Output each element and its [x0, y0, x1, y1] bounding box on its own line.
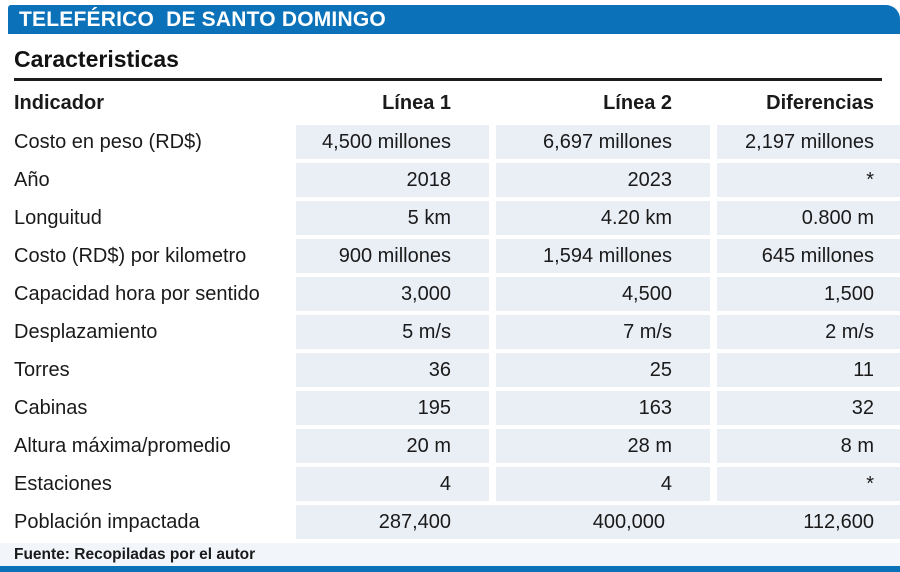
table-row: [14, 429, 900, 463]
cell-diferencias: *: [717, 467, 900, 501]
cell-linea2: 6,697 millones: [496, 125, 710, 159]
row-values: [296, 125, 900, 159]
table-row: [14, 467, 900, 501]
cell-linea2: 25: [496, 353, 710, 387]
column-header-diferencias: Diferencias: [766, 91, 874, 114]
column-header-linea2: Línea 2: [603, 91, 672, 114]
row-values: [296, 163, 900, 197]
cell-diferencias: 2 m/s: [717, 315, 900, 349]
column-header-indicador: Indicador: [14, 91, 105, 114]
table-row: [14, 277, 900, 311]
cell-linea2: 7 m/s: [496, 315, 710, 349]
row-values: [296, 239, 900, 273]
row-label: Costo en peso (RD$): [14, 130, 202, 153]
row-label: Estaciones: [14, 472, 112, 495]
table-row: [14, 163, 900, 197]
cell-diferencias: 2,197 millones: [717, 125, 900, 159]
section-heading: Caracteristicas: [14, 46, 882, 81]
cell-linea1: 900 millones: [296, 239, 489, 273]
title-bar: [8, 5, 900, 34]
cell-diferencias: 32: [717, 391, 900, 425]
row-values: [296, 505, 900, 539]
cell-linea1: 3,000: [296, 277, 489, 311]
cell-linea1: 36: [296, 353, 489, 387]
cell-linea1: 287,400: [296, 505, 489, 539]
table-row: [14, 391, 900, 425]
row-values: [296, 201, 900, 235]
row-label: Torres: [14, 358, 70, 381]
cell-linea2: 2023: [496, 163, 710, 197]
cell-diferencias: *: [717, 163, 900, 197]
bottom-accent-bar: [0, 566, 900, 572]
row-values: [296, 277, 900, 311]
column-header-linea1: Línea 1: [382, 91, 451, 114]
cell-linea1: 20 m: [296, 429, 489, 463]
row-label: Año: [14, 168, 50, 191]
row-label: Costo (RD$) por kilometro: [14, 244, 247, 267]
cell-linea1: 5 m/s: [296, 315, 489, 349]
row-label: Capacidad hora por sentido: [14, 282, 260, 305]
row-values: [296, 353, 900, 387]
cell-linea2: 400,000: [489, 505, 703, 539]
table-row: [14, 353, 900, 387]
cell-linea2: 4: [496, 467, 710, 501]
characteristics-table: [14, 87, 900, 539]
row-values: [296, 467, 900, 501]
row-values: [296, 391, 900, 425]
cell-diferencias: 1,500: [717, 277, 900, 311]
table-row: [14, 201, 900, 235]
cell-linea1: 2018: [296, 163, 489, 197]
row-values: [296, 429, 900, 463]
row-label: Altura máxima/promedio: [14, 434, 231, 457]
row-label: Desplazamiento: [14, 320, 158, 343]
cell-diferencias: 112,600: [703, 505, 900, 539]
footer-band: [0, 543, 900, 566]
page-title: TELEFÉRICO DE SANTO DOMINGO: [19, 7, 386, 31]
table-header-row: [14, 87, 900, 119]
row-label: Cabinas: [14, 396, 88, 419]
table-section: [14, 46, 900, 543]
cell-linea2: 28 m: [496, 429, 710, 463]
cell-linea1: 4,500 millones: [296, 125, 489, 159]
row-values: [296, 315, 900, 349]
cell-linea1: 5 km: [296, 201, 489, 235]
cell-linea1: 4: [296, 467, 489, 501]
row-label: Longuitud: [14, 206, 102, 229]
cell-linea2: 163: [496, 391, 710, 425]
source-note: Fuente: Recopiladas por el autor: [14, 545, 256, 563]
table-row: [14, 239, 900, 273]
table-row: [14, 315, 900, 349]
table-row: [14, 505, 900, 539]
cell-diferencias: 8 m: [717, 429, 900, 463]
table-body: [14, 125, 900, 539]
cell-linea2: 4.20 km: [496, 201, 710, 235]
table-row: [14, 125, 900, 159]
cell-diferencias: 645 millones: [717, 239, 900, 273]
row-label: Población impactada: [14, 510, 200, 533]
cell-diferencias: 11: [717, 353, 900, 387]
cell-linea2: 1,594 millones: [496, 239, 710, 273]
cell-diferencias: 0.800 m: [717, 201, 900, 235]
cell-linea1: 195: [296, 391, 489, 425]
cell-linea2: 4,500: [496, 277, 710, 311]
